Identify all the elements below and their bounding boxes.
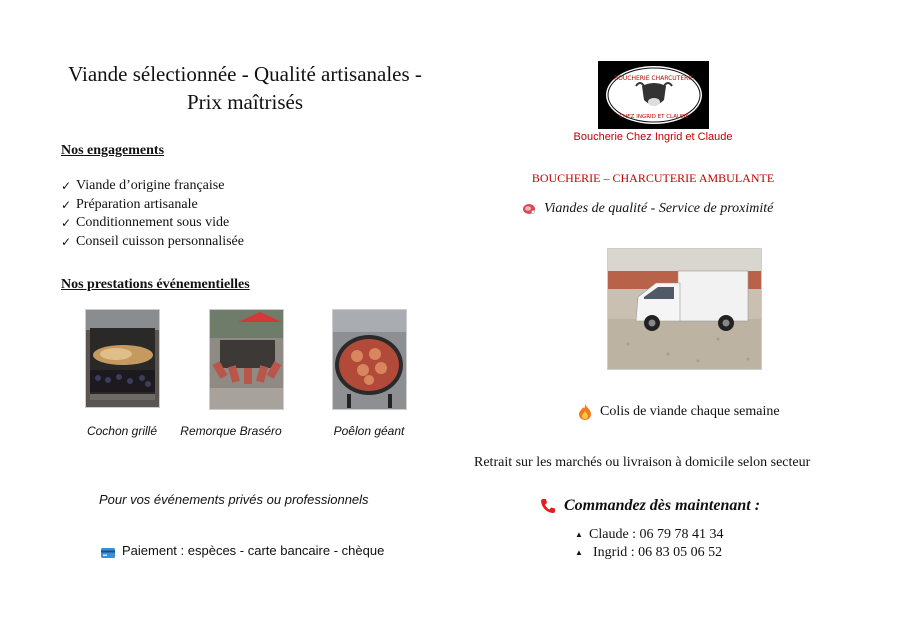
check-icon: ✓ (61, 234, 72, 249)
check-icon: ✓ (61, 197, 72, 212)
quality-text: Viandes de qualité - Service de proximité (544, 201, 774, 216)
payment-line (101, 543, 384, 558)
title-line-1: Viande sélectionnée - Qualité artisanales - (68, 62, 422, 86)
events-text (99, 492, 369, 507)
events-emphasis: événements privés ou professionnels (153, 492, 369, 507)
brasero-trailer-photo (209, 309, 284, 410)
engagement-text: Conseil cuisson personnalisée (76, 233, 244, 249)
payment-text: Paiement : espèces - carte bancaire - chèque (122, 543, 385, 558)
check-icon: ✓ (61, 179, 72, 193)
contact-list (575, 526, 724, 562)
flame-icon (578, 404, 592, 420)
caption-giant-pan: Poêlon géant (333, 424, 405, 438)
food-truck-photo (607, 248, 762, 370)
engagement-text: Viande d’origine française (76, 178, 225, 193)
logo-bottom-text: CHEZ INGRID ET CLAUDE (618, 114, 689, 120)
contact-text: Claude : 06 79 78 41 34 (589, 527, 724, 542)
page-title (40, 60, 450, 116)
engagement-text: Préparation artisanale (76, 196, 198, 212)
retrait-text: Retrait sur les marchés ou livraison à domicile selon secteur (474, 455, 811, 470)
list-item (61, 177, 244, 196)
title-line-2: Prix maîtrisés (186, 90, 304, 114)
contact-claude[interactable] (575, 526, 724, 544)
contact-ingrid[interactable] (575, 544, 724, 562)
list-item (61, 214, 244, 233)
engagements-heading: Nos engagements (61, 143, 165, 158)
list-item (61, 196, 244, 215)
giant-pan-photo (332, 309, 407, 410)
caption-roast-pig: Cochon grillé (86, 424, 158, 438)
colis-text: Colis de viande chaque semaine (600, 404, 780, 419)
check-icon: ✓ (61, 216, 72, 230)
order-heading (540, 497, 760, 515)
caption-brasero-trailer: Remorque Braséro (180, 424, 282, 438)
engagement-text: Conditionnement sous vide (76, 215, 230, 230)
arrow-icon: ▲ (575, 548, 583, 557)
engagements-list (61, 177, 244, 251)
events-prefix: Pour vos (99, 492, 154, 507)
quality-line (522, 201, 773, 217)
roast-pig-photo (85, 309, 160, 408)
phone-icon (540, 498, 556, 514)
credit-card-icon (101, 546, 115, 556)
brand-name: Boucherie Chez Ingrid et Claude (573, 131, 733, 143)
contact-text: Ingrid : 06 83 05 06 52 (593, 545, 723, 560)
list-item (61, 233, 244, 252)
colis-line (578, 404, 780, 420)
arrow-icon: ▲ (575, 530, 583, 539)
brand-tagline: BOUCHERIE – CHARCUTERIE AMBULANTE (531, 171, 775, 185)
logo-top-text: BOUCHERIE CHARCUTERIE (613, 75, 694, 82)
order-heading-text: Commandez dès maintenant : (564, 497, 761, 514)
brand-logo (598, 61, 709, 129)
prestations-heading: Nos prestations événementielles (61, 277, 250, 292)
meat-icon (522, 202, 536, 216)
